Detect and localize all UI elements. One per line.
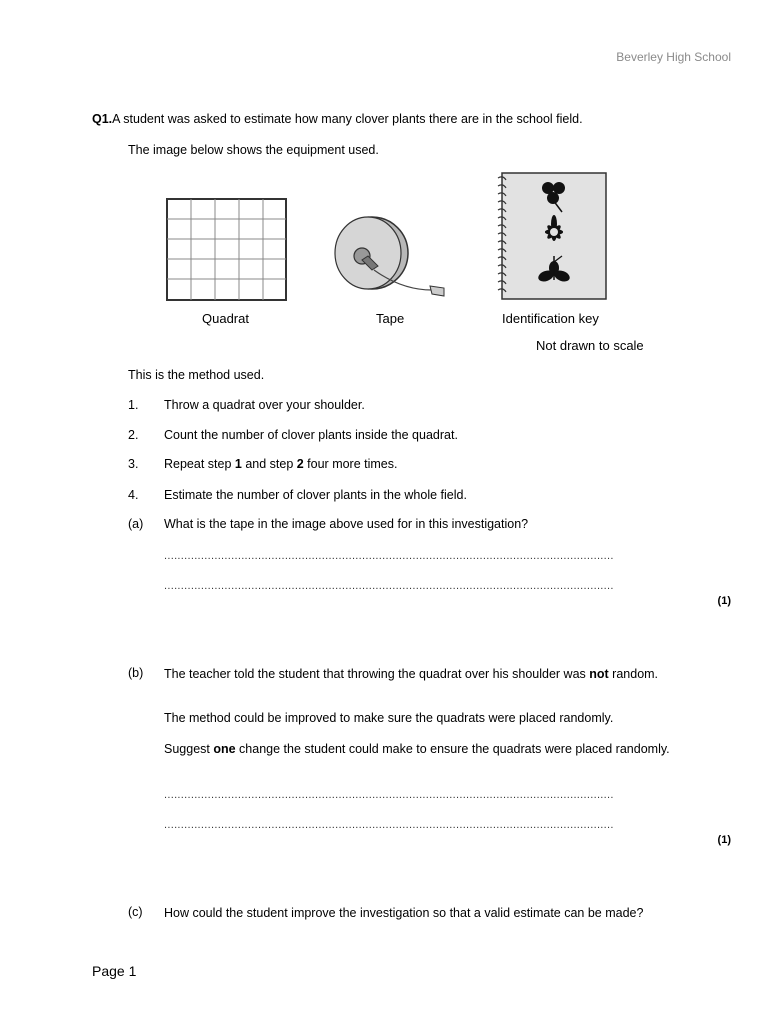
step-text: Estimate the number of clover plants in the whole field. [164, 488, 467, 502]
part-c-question: How could the student improve the investigation so that a valid estimate can be made? [164, 906, 644, 920]
quadrat-caption: Quadrat [202, 311, 249, 326]
part-b-paragraph-3: Suggest one change the student could make to ensure the quadrats were placed randomly. [164, 742, 670, 756]
method-intro: This is the method used. [128, 368, 265, 382]
part-b-paragraph-2: The method could be improved to make sure the quadrats were placed randomly. [164, 711, 614, 725]
part-c-label: (c) [128, 905, 143, 919]
image-intro: The image below shows the equipment used. [128, 143, 379, 157]
answer-line[interactable]: ...................................................................................................................................... [164, 789, 614, 801]
scale-note: Not drawn to scale [536, 338, 644, 353]
question-intro [92, 112, 583, 126]
answer-line[interactable]: ...................................................................................................................................... [164, 550, 614, 562]
step-text: Repeat step 1 and step 2 four more times. [164, 457, 398, 471]
part-a-question: What is the tape in the image above used for in this investigation? [164, 517, 529, 531]
tape-caption: Tape [376, 311, 405, 326]
step-number: 1. [128, 398, 139, 412]
part-b-paragraph-1: The teacher told the student that throwing the quadrat over his shoulder was not random. [164, 667, 659, 681]
question-intro-text: A student was asked to estimate how many clover plants there are in the school field. [112, 112, 583, 126]
identification-key-caption: Identification key [502, 311, 599, 326]
step-text: Throw a quadrat over your shoulder. [164, 398, 365, 412]
question-number: Q1. [92, 112, 113, 126]
school-header: Beverley High School [616, 50, 731, 64]
tape-measure-illustration [332, 208, 454, 300]
quadrat-illustration [166, 198, 288, 302]
step-number: 3. [128, 457, 139, 471]
part-b-label: (b) [128, 666, 144, 680]
answer-line[interactable]: ...................................................................................................................................... [164, 819, 614, 831]
identification-key-illustration [496, 172, 608, 302]
step-number: 2. [128, 428, 139, 442]
answer-line[interactable]: ...................................................................................................................................... [164, 580, 614, 592]
step-text: Count the number of clover plants inside the quadrat. [164, 428, 458, 442]
page-number: Page 1 [92, 963, 137, 979]
part-a-mark: (1) [717, 595, 731, 607]
part-a-label: (a) [128, 517, 144, 531]
step-number: 4. [128, 488, 139, 502]
part-b-mark: (1) [717, 834, 731, 846]
